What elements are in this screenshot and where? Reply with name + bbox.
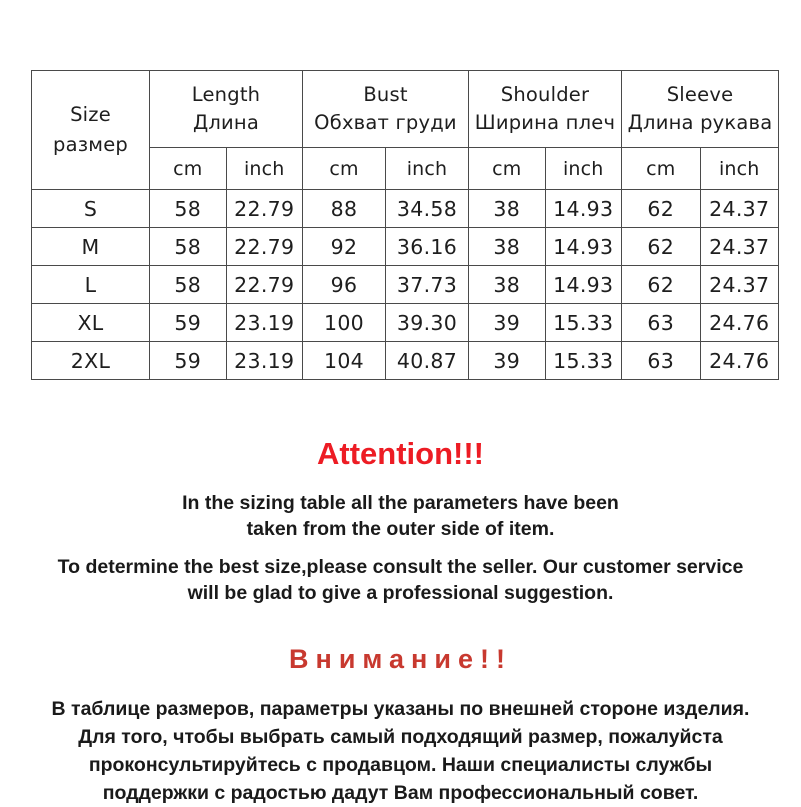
- table-header-group-row: [32, 71, 779, 148]
- header-cell-bust: [303, 71, 469, 148]
- header-cell-shoulder: [469, 71, 622, 148]
- header-bust-ru: Обхват груди: [314, 111, 457, 134]
- cell-sleeve-inch: 24.37: [700, 228, 779, 266]
- header-unit-sleeve-cm: cm: [622, 148, 701, 190]
- header-size-en: Size: [70, 102, 111, 126]
- cell-length-inch: 22.79: [226, 228, 303, 266]
- cell-sleeve-inch: 24.37: [700, 266, 779, 304]
- cell-bust-cm: 88: [303, 190, 386, 228]
- header-cell-sleeve: [622, 71, 779, 148]
- cell-bust-cm: 100: [303, 304, 386, 342]
- notice-paragraph-en-1: [0, 491, 801, 543]
- cell-sleeve-cm: 62: [622, 228, 701, 266]
- header-cell-length: [150, 71, 303, 148]
- notice-ru-line-2: Для того, чтобы выбрать самый подходящий размер, пожалуйста: [78, 726, 723, 749]
- attention-heading-ru: Внимание!!: [289, 643, 512, 674]
- cell-bust-inch: 36.16: [386, 228, 469, 266]
- table-row: [32, 342, 779, 380]
- notice-en-2-line-1: To determine the best size,please consult the seller. Our customer service: [57, 555, 744, 578]
- cell-shoulder-inch: 15.33: [545, 342, 622, 380]
- header-unit-length-inch: inch: [226, 148, 303, 190]
- cell-shoulder-cm: 38: [469, 190, 546, 228]
- cell-size: 2XL: [32, 342, 150, 380]
- header-size-ru: размер: [53, 133, 128, 156]
- notice-paragraph-ru: [0, 696, 801, 807]
- attention-heading-en: Attention!!!: [317, 436, 484, 471]
- cell-sleeve-inch: 24.37: [700, 190, 779, 228]
- notice-section: [0, 437, 801, 807]
- cell-sleeve-cm: 62: [622, 266, 701, 304]
- header-bust-en: Bust: [363, 83, 408, 107]
- size-chart-table: [31, 70, 779, 380]
- cell-shoulder-cm: 39: [469, 342, 546, 380]
- cell-size: M: [32, 228, 150, 266]
- header-cell-size: [32, 71, 150, 190]
- cell-length-inch: 23.19: [226, 342, 303, 380]
- notice-ru-line-4: поддержки с радостью дадут Вам профессиональный совет.: [102, 781, 699, 804]
- cell-shoulder-cm: 38: [469, 266, 546, 304]
- table-row: [32, 266, 779, 304]
- cell-shoulder-cm: 38: [469, 228, 546, 266]
- cell-shoulder-inch: 14.93: [545, 266, 622, 304]
- cell-length-cm: 58: [150, 266, 227, 304]
- table-row: [32, 304, 779, 342]
- header-unit-sleeve-inch: inch: [700, 148, 779, 190]
- cell-shoulder-inch: 15.33: [545, 304, 622, 342]
- notice-en-1-line-1: In the sizing table all the parameters have been: [182, 492, 619, 515]
- header-sleeve-ru: Длина рукава: [627, 111, 773, 134]
- cell-length-cm: 59: [150, 342, 227, 380]
- cell-sleeve-cm: 63: [622, 304, 701, 342]
- cell-bust-inch: 40.87: [386, 342, 469, 380]
- header-length-en: Length: [191, 83, 261, 107]
- cell-sleeve-cm: 63: [622, 342, 701, 380]
- cell-bust-inch: 39.30: [386, 304, 469, 342]
- cell-length-cm: 59: [150, 304, 227, 342]
- cell-bust-cm: 96: [303, 266, 386, 304]
- cell-sleeve-inch: 24.76: [700, 304, 779, 342]
- header-unit-bust-cm: cm: [303, 148, 386, 190]
- notice-en-1-line-2: taken from the outer side of item.: [246, 518, 555, 541]
- cell-shoulder-inch: 14.93: [545, 190, 622, 228]
- cell-length-inch: 22.79: [226, 266, 303, 304]
- table-header: [32, 71, 779, 190]
- header-unit-shoulder-cm: cm: [469, 148, 546, 190]
- cell-size: XL: [32, 304, 150, 342]
- cell-sleeve-cm: 62: [622, 190, 701, 228]
- table-row: [32, 228, 779, 266]
- table-body: [32, 190, 779, 380]
- notice-ru-line-3: проконсультируйтесь с продавцом. Наши специалисты службы: [88, 753, 713, 776]
- header-unit-length-cm: cm: [150, 148, 227, 190]
- table-row: [32, 190, 779, 228]
- cell-bust-inch: 34.58: [386, 190, 469, 228]
- cell-bust-inch: 37.73: [386, 266, 469, 304]
- header-shoulder-en: Shoulder: [500, 83, 590, 107]
- notice-ru-line-1: В таблице размеров, параметры указаны по внешней стороне изделия.: [51, 698, 750, 721]
- cell-bust-cm: 92: [303, 228, 386, 266]
- notice-paragraph-en-2: [0, 555, 801, 607]
- header-unit-shoulder-inch: inch: [545, 148, 622, 190]
- cell-sleeve-inch: 24.76: [700, 342, 779, 380]
- header-unit-bust-inch: inch: [386, 148, 469, 190]
- cell-size: L: [32, 266, 150, 304]
- cell-bust-cm: 104: [303, 342, 386, 380]
- cell-shoulder-inch: 14.93: [545, 228, 622, 266]
- notice-en-2-line-2: will be glad to give a professional suggestion.: [187, 581, 614, 604]
- header-shoulder-ru: Ширина плеч: [474, 111, 616, 134]
- header-sleeve-en: Sleeve: [666, 83, 734, 107]
- cell-size: S: [32, 190, 150, 228]
- cell-length-inch: 23.19: [226, 304, 303, 342]
- size-chart-table-container: [31, 70, 773, 380]
- cell-length-cm: 58: [150, 228, 227, 266]
- cell-length-cm: 58: [150, 190, 227, 228]
- cell-shoulder-cm: 39: [469, 304, 546, 342]
- cell-length-inch: 22.79: [226, 190, 303, 228]
- header-length-ru: Длина: [192, 111, 260, 134]
